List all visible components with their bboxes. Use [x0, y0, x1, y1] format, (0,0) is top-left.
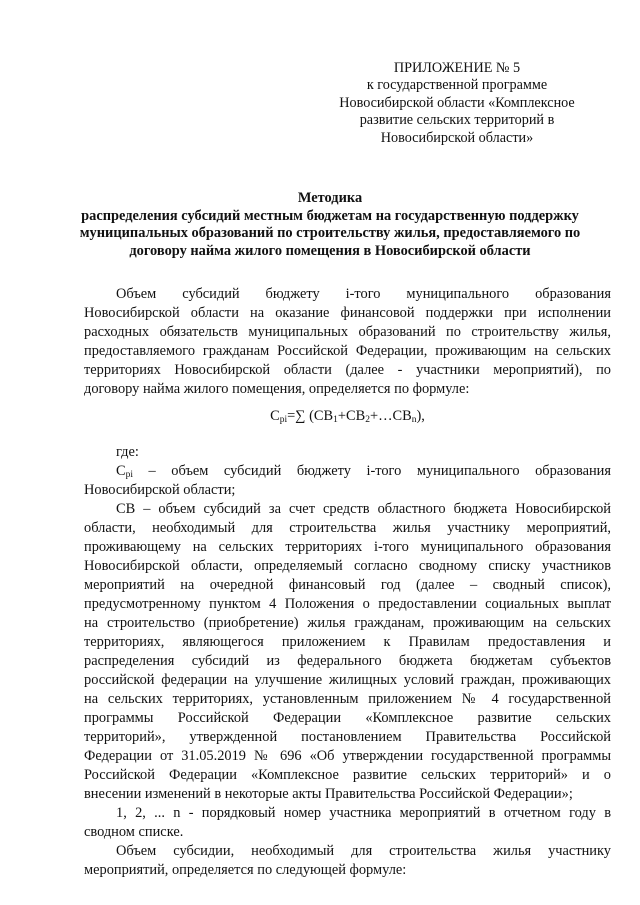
appendix-header — [322, 60, 592, 147]
text-line: программы Российской Федерации «Комплексное развитие сельских — [84, 710, 611, 726]
text-line: Объем субсидии, необходимый для строительства жилья участнику — [116, 843, 611, 859]
where-label: где: — [116, 444, 139, 460]
text-line: внесении изменений в некоторые акты Правительства Российской Федерации»; — [84, 786, 573, 802]
text-line: проживающему на сельских территориях i-того муниципального образования — [84, 539, 611, 555]
text-line: Объем субсидий бюджету i-того муниципального образования — [116, 286, 611, 302]
text-line: мероприятий, определяется по следующей формуле: — [84, 862, 407, 878]
text-line: мероприятий на очередной финансовый год (далее – сводный список), — [84, 577, 611, 593]
text-line: Новосибирской области; — [84, 482, 236, 498]
appendix-line: к государственной программе — [366, 77, 548, 94]
document-title — [60, 190, 600, 260]
title-line: договору найма жилого помещения в Новосибирской области — [129, 242, 531, 259]
text-line: договору найма жилого помещения, определяется по формуле: — [84, 381, 470, 397]
text-line: на строительство (приобретение) жилья гражданам, проживающим на сельских — [84, 615, 611, 631]
text-line: сводном списке. — [84, 824, 184, 840]
title-line: муниципальных образований по строительству жилья, предоставляемого по — [79, 225, 581, 242]
text-line: расходных обязательств муниципальных образований по строительству жилья, — [84, 324, 611, 340]
text-line: территорий», утвержденной постановлением Правительства Российской — [84, 729, 611, 745]
subsidy-formula: $С_{pi}=\sum$ $(СВ_1+СВ_2+\dots СВ_n)$, — [270, 408, 425, 425]
cpi-definition: $С_{pi}$ – объем субсидий бюджету i-того муниципального образования — [116, 463, 611, 480]
text-line: Российской Федерации «Комплексное развитие сельских территорий» и о — [84, 767, 611, 783]
text-line: территориях Новосибирской области (далее - участники мероприятий), по — [84, 362, 611, 378]
text-line: на сельских территориях, установленным приложением № 4 государственной — [84, 691, 611, 707]
text-line: Федерации от 31.05.2019 № 696 «Об утверждении государственной программы — [84, 748, 611, 764]
text-line: Новосибирской области на оказание финансовой поддержки при исполнении — [84, 305, 611, 321]
text-line: распределения субсидий из федерального бюджета бюджетам субъектов — [84, 653, 611, 669]
text-line: территориях, являющегося приложением к Правилам предоставления и — [84, 634, 611, 650]
text-line: предоставляемого гражданам Российской Федерации, проживающим на сельских — [84, 343, 611, 359]
appendix-line: Новосибирской области» — [380, 129, 534, 146]
title-heading: Методика — [297, 190, 363, 206]
text-line: российской федерации на улучшение жилищных условий граждан, проживающих — [84, 672, 611, 688]
appendix-number: ПРИЛОЖЕНИЕ № 5 — [393, 60, 521, 76]
text-line: области, необходимый для строительства жилья участнику мероприятий, — [84, 520, 611, 536]
text-line: предусмотренному пунктом 4 Положения о предоставлении социальных выплат — [84, 596, 611, 612]
text-line: Новосибирской области, определяемый согласно сводному списку участников — [84, 558, 611, 574]
appendix-line: Новосибирской области «Комплексное — [339, 94, 575, 111]
title-line: распределения субсидий местным бюджетам на государственную поддержку — [81, 207, 579, 224]
text-line: СВ – объем субсидий за счет средств областного бюджета Новосибирской — [116, 501, 611, 517]
text-line: 1, 2, ... n - порядковый номер участника мероприятий в отчетном году в — [116, 805, 611, 821]
appendix-line: развитие сельских территорий в — [359, 112, 555, 129]
